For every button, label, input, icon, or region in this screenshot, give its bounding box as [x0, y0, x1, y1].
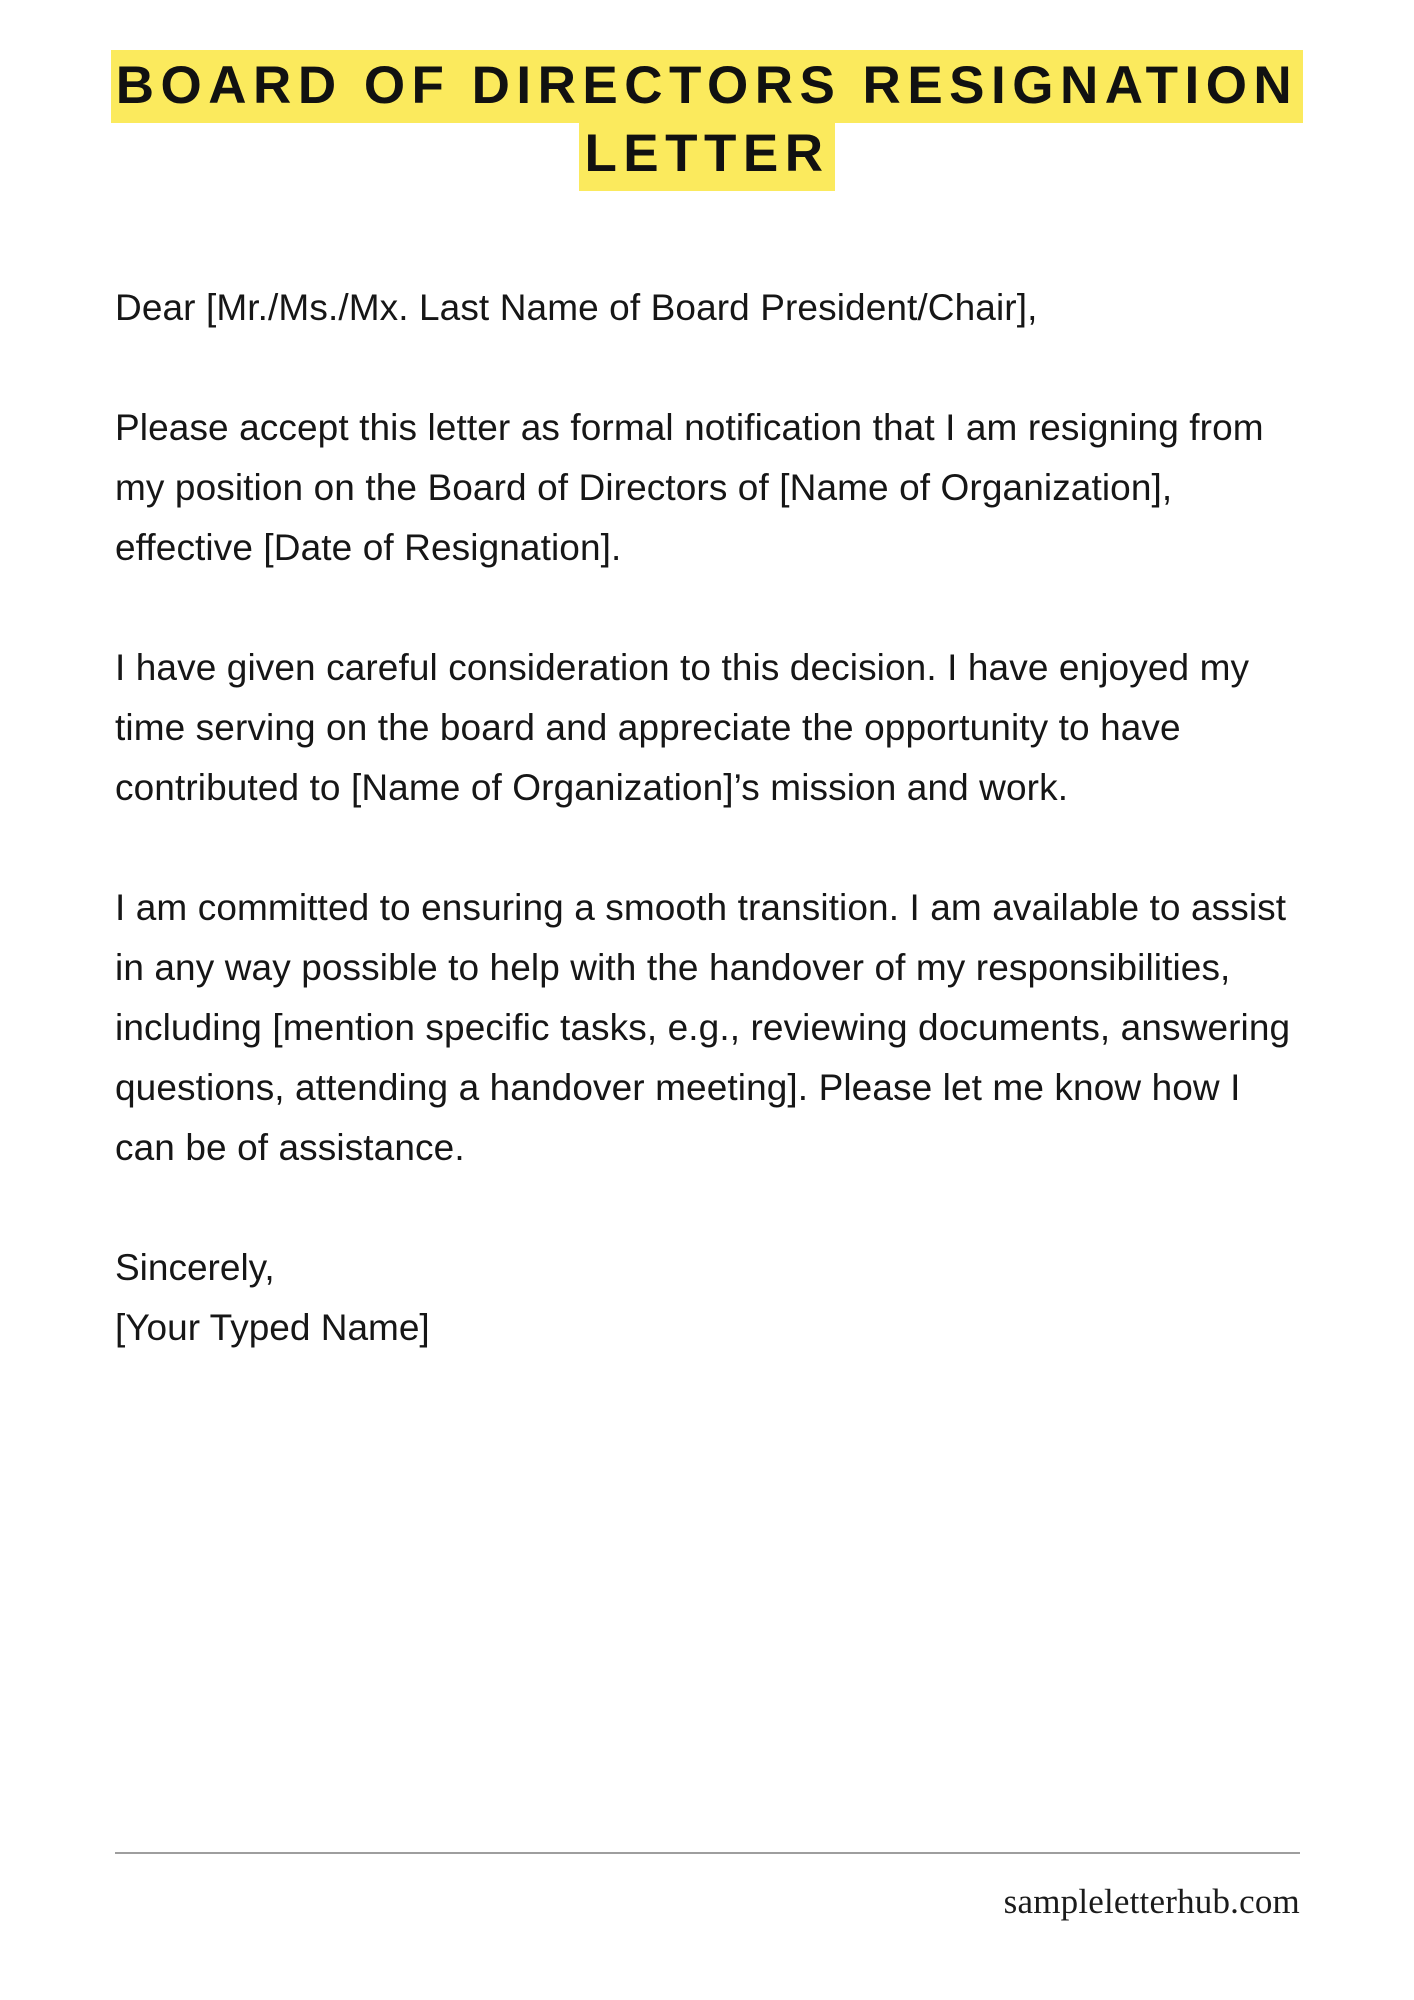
salutation: Dear [Mr./Ms./Mx. Last Name of Board President/Chair],	[115, 287, 1038, 328]
footer-credit: sampleletterhub.com	[1003, 1882, 1300, 1921]
title-line-2	[36, 120, 1378, 188]
paragraph-spacer	[115, 338, 1305, 398]
page-title	[0, 52, 1414, 188]
footer-divider	[115, 1852, 1300, 1854]
paragraph-spacer	[115, 1178, 1305, 1238]
body-paragraph-1: Please accept this letter as formal notification that I am resigning from my position on the Board of Directors of [Name of Organization], effective [Date of Resignation].	[115, 407, 1264, 568]
title-highlight-1: BOARD OF DIRECTORS RESIGNATION	[111, 50, 1303, 123]
title-highlight-2: LETTER	[579, 118, 834, 191]
title-line-1	[36, 52, 1378, 120]
body-paragraph-2: I have given careful consideration to this decision. I have enjoyed my time serving on the board and appreciate the opportunity to have contributed to [Name of Organization]’s mission and work.	[115, 647, 1250, 808]
paragraph-spacer	[115, 818, 1305, 878]
letter-content	[115, 278, 1305, 1358]
signature-name: [Your Typed Name]	[115, 1307, 430, 1348]
paragraph-spacer	[115, 578, 1305, 638]
body-paragraph-3: I am committed to ensuring a smooth transition. I am available to assist in any way possible to help with the handover of my responsibilities, including [mention specific tasks, e.g., reviewing documents, answering questions, attending a handover meeting]. Please let me know how I can be of assistance.	[115, 887, 1291, 1168]
closing-salutation: Sincerely,	[115, 1247, 275, 1288]
